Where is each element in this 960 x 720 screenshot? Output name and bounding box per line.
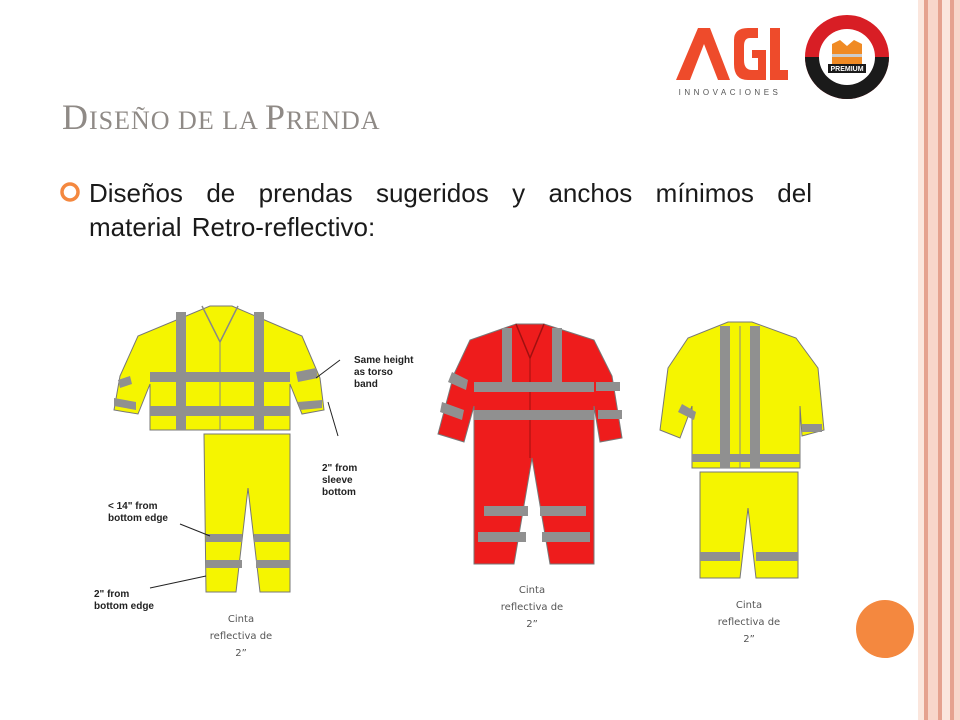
badge-premium-label: PREMIUM [830,66,864,73]
bullet-text: Diseños de prendas sugeridos y anchos mínimos del material Retro-reflectivo: [89,178,812,242]
caption-figure-3: Cinta reflectiva de 2” [717,600,781,645]
annotation-lower-band: 2" from bottom edge [94,589,154,612]
decorative-stripes [918,0,960,720]
bullet-icon [60,182,80,202]
bullet-item [60,176,812,244]
caption-figure-1: Cinta reflectiva de 2” [209,614,273,659]
agl-subtitle: INNOVACIONES [678,88,782,97]
page-title: DISEÑO DE LA PRENDA [62,97,381,137]
annotation-arrows [80,352,360,612]
figure-yellow-long-jacket [656,318,832,582]
annotation-sleeve: 2" from sleeve bottom [322,463,358,498]
annotation-upper-band: < 14" from bottom edge [108,501,168,524]
annotation-torso: Same height as torso band [354,355,414,390]
premium-badge [804,14,890,100]
decorative-circle [856,600,914,658]
agl-logo [672,18,788,98]
caption-figure-2: Cinta reflectiva de 2” [500,585,564,630]
figure-red-coverall [434,318,630,570]
